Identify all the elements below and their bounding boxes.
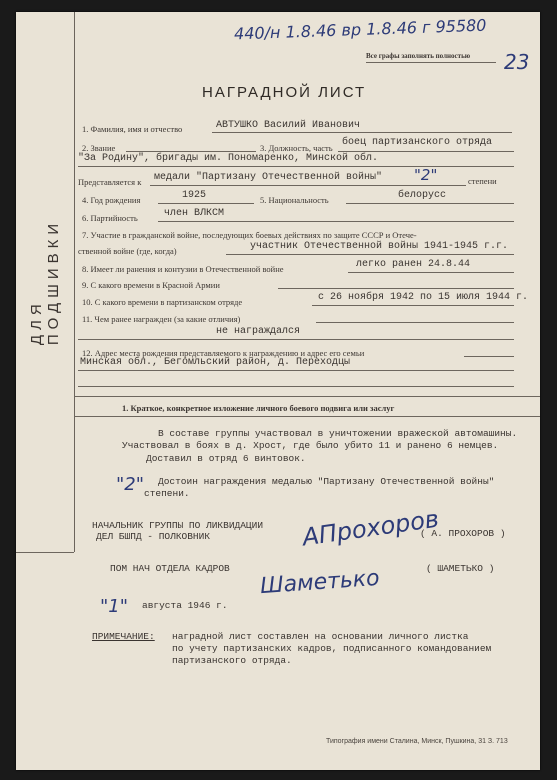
binding-label: ДЛЯ ПОДШИВКИ <box>28 218 62 346</box>
fill-note: Все графы заполнять полностью <box>366 52 471 60</box>
field-2-label: 2. Звание <box>82 143 116 153</box>
registration-handwriting: 440/н 1.8.46 вр 1.8.46 г 95580 <box>233 15 487 44</box>
field-9-label: 9. С какого времени в Красной Армии <box>82 280 220 290</box>
field-3-label: 3. Должность, часть <box>260 143 333 153</box>
body-line-1: В составе группы участвовал в уничтожении вражеской автомашины. <box>158 428 518 439</box>
date-day: "1" <box>100 596 129 617</box>
award-sheet <box>16 12 540 770</box>
field-8-value: легко ранен 24.8.44 <box>356 259 471 270</box>
field-8-label: 8. Имеет ли ранения и контузии в Отечественной войне <box>82 264 284 274</box>
field-12-label: 12. Адрес места рождения представляемого к награждению и адрес его семьи <box>82 348 365 358</box>
kadr-name: ( ШАМЕТЬКО ) <box>426 563 495 574</box>
worthy-degree-text: степени. <box>144 488 190 499</box>
field-3-continuation: "За Родину", бригады им. Пономаренко, Минской обл. <box>78 153 379 164</box>
note-line-3: партизанского отряда. <box>172 655 292 666</box>
worthy-line: Достоин награждения медалью "Партизану Отечественной войны" <box>158 476 495 487</box>
nominated-value: медали "Партизану Отечественной войны" <box>154 172 383 183</box>
field-7-value: участник Отечественной войны 1941-1945 г.г. <box>250 241 509 252</box>
section-1-heading: 1. Краткое, конкретное изложение личного боевого подвига или заслуг <box>122 403 395 413</box>
date-rest: августа 1946 г. <box>142 600 228 611</box>
degree-label: степени <box>468 176 497 186</box>
field-7-label: 7. Участие в гражданской войне, последующих боевых действиях по защите СССР и Отече- <box>82 230 417 240</box>
note-line-1: наградной лист составлен на основании личного листка <box>172 631 469 642</box>
worthy-degree: "2" <box>116 474 145 495</box>
body-line-3: Доставил в отряд 6 винтовок. <box>146 453 306 464</box>
note-line-2: по учету партизанских кадров, подписанного командованием <box>172 643 492 654</box>
field-11-value: не награждался <box>216 326 301 337</box>
head-name: ( А. ПРОХОРОВ ) <box>420 528 506 539</box>
field-4-value: 1925 <box>182 190 207 201</box>
body-line-2: Участвовал в боях в д. Хрост, где было убито 11 и ранено 6 немцев. <box>122 440 499 451</box>
field-12-value: Минская обл., Бегомльский район, д. Переходцы <box>80 357 351 368</box>
field-4-label: 4. Год рождения <box>82 195 141 205</box>
field-5-value: белорусс <box>398 190 447 201</box>
field-7-continuation: ственной войне (где, когда) <box>78 246 177 256</box>
kadr-title: ПОМ НАЧ ОТДЕЛА КАДРОВ <box>110 563 230 574</box>
kadr-signature: Шаметько <box>259 565 381 600</box>
nominated-degree: "2" <box>414 166 438 184</box>
field-6-value: член ВЛКСМ <box>164 208 225 219</box>
field-5-label: 5. Национальность <box>260 195 329 205</box>
note-label: ПРИМЕЧАНИЕ: <box>92 631 155 642</box>
head-title-2: ДЕЛ БШПД - ПОЛКОВНИК <box>96 531 211 542</box>
field-10-value: с 26 ноября 1942 по 15 июля 1944 г. <box>318 292 529 303</box>
field-1-value: АВТУШКО Василий Иванович <box>216 120 361 131</box>
document-title: НАГРАДНОЙ ЛИСТ <box>202 84 367 101</box>
head-title-1: НАЧАЛЬНИК ГРУППЫ ПО ЛИКВИДАЦИИ <box>92 520 264 531</box>
field-11-label: 11. Чем ранее награжден (за какие отличия) <box>82 314 241 324</box>
page-number: 23 <box>504 50 530 74</box>
field-6-label: 6. Партийность <box>82 213 138 223</box>
head-signature: АПрохоров <box>300 504 441 552</box>
field-1-label: 1. Фамилия, имя и отчество <box>82 124 183 134</box>
binding-margin <box>16 12 75 552</box>
field-3-value: боец партизанского отряда <box>342 137 493 148</box>
nominated-label: Представляется к <box>78 177 142 187</box>
field-10-label: 10. С какого времени в партизанском отряде <box>82 297 243 307</box>
printer-footer: Типография имени Сталина, Минск, Пушкина, 31 З. 713 <box>326 738 508 745</box>
